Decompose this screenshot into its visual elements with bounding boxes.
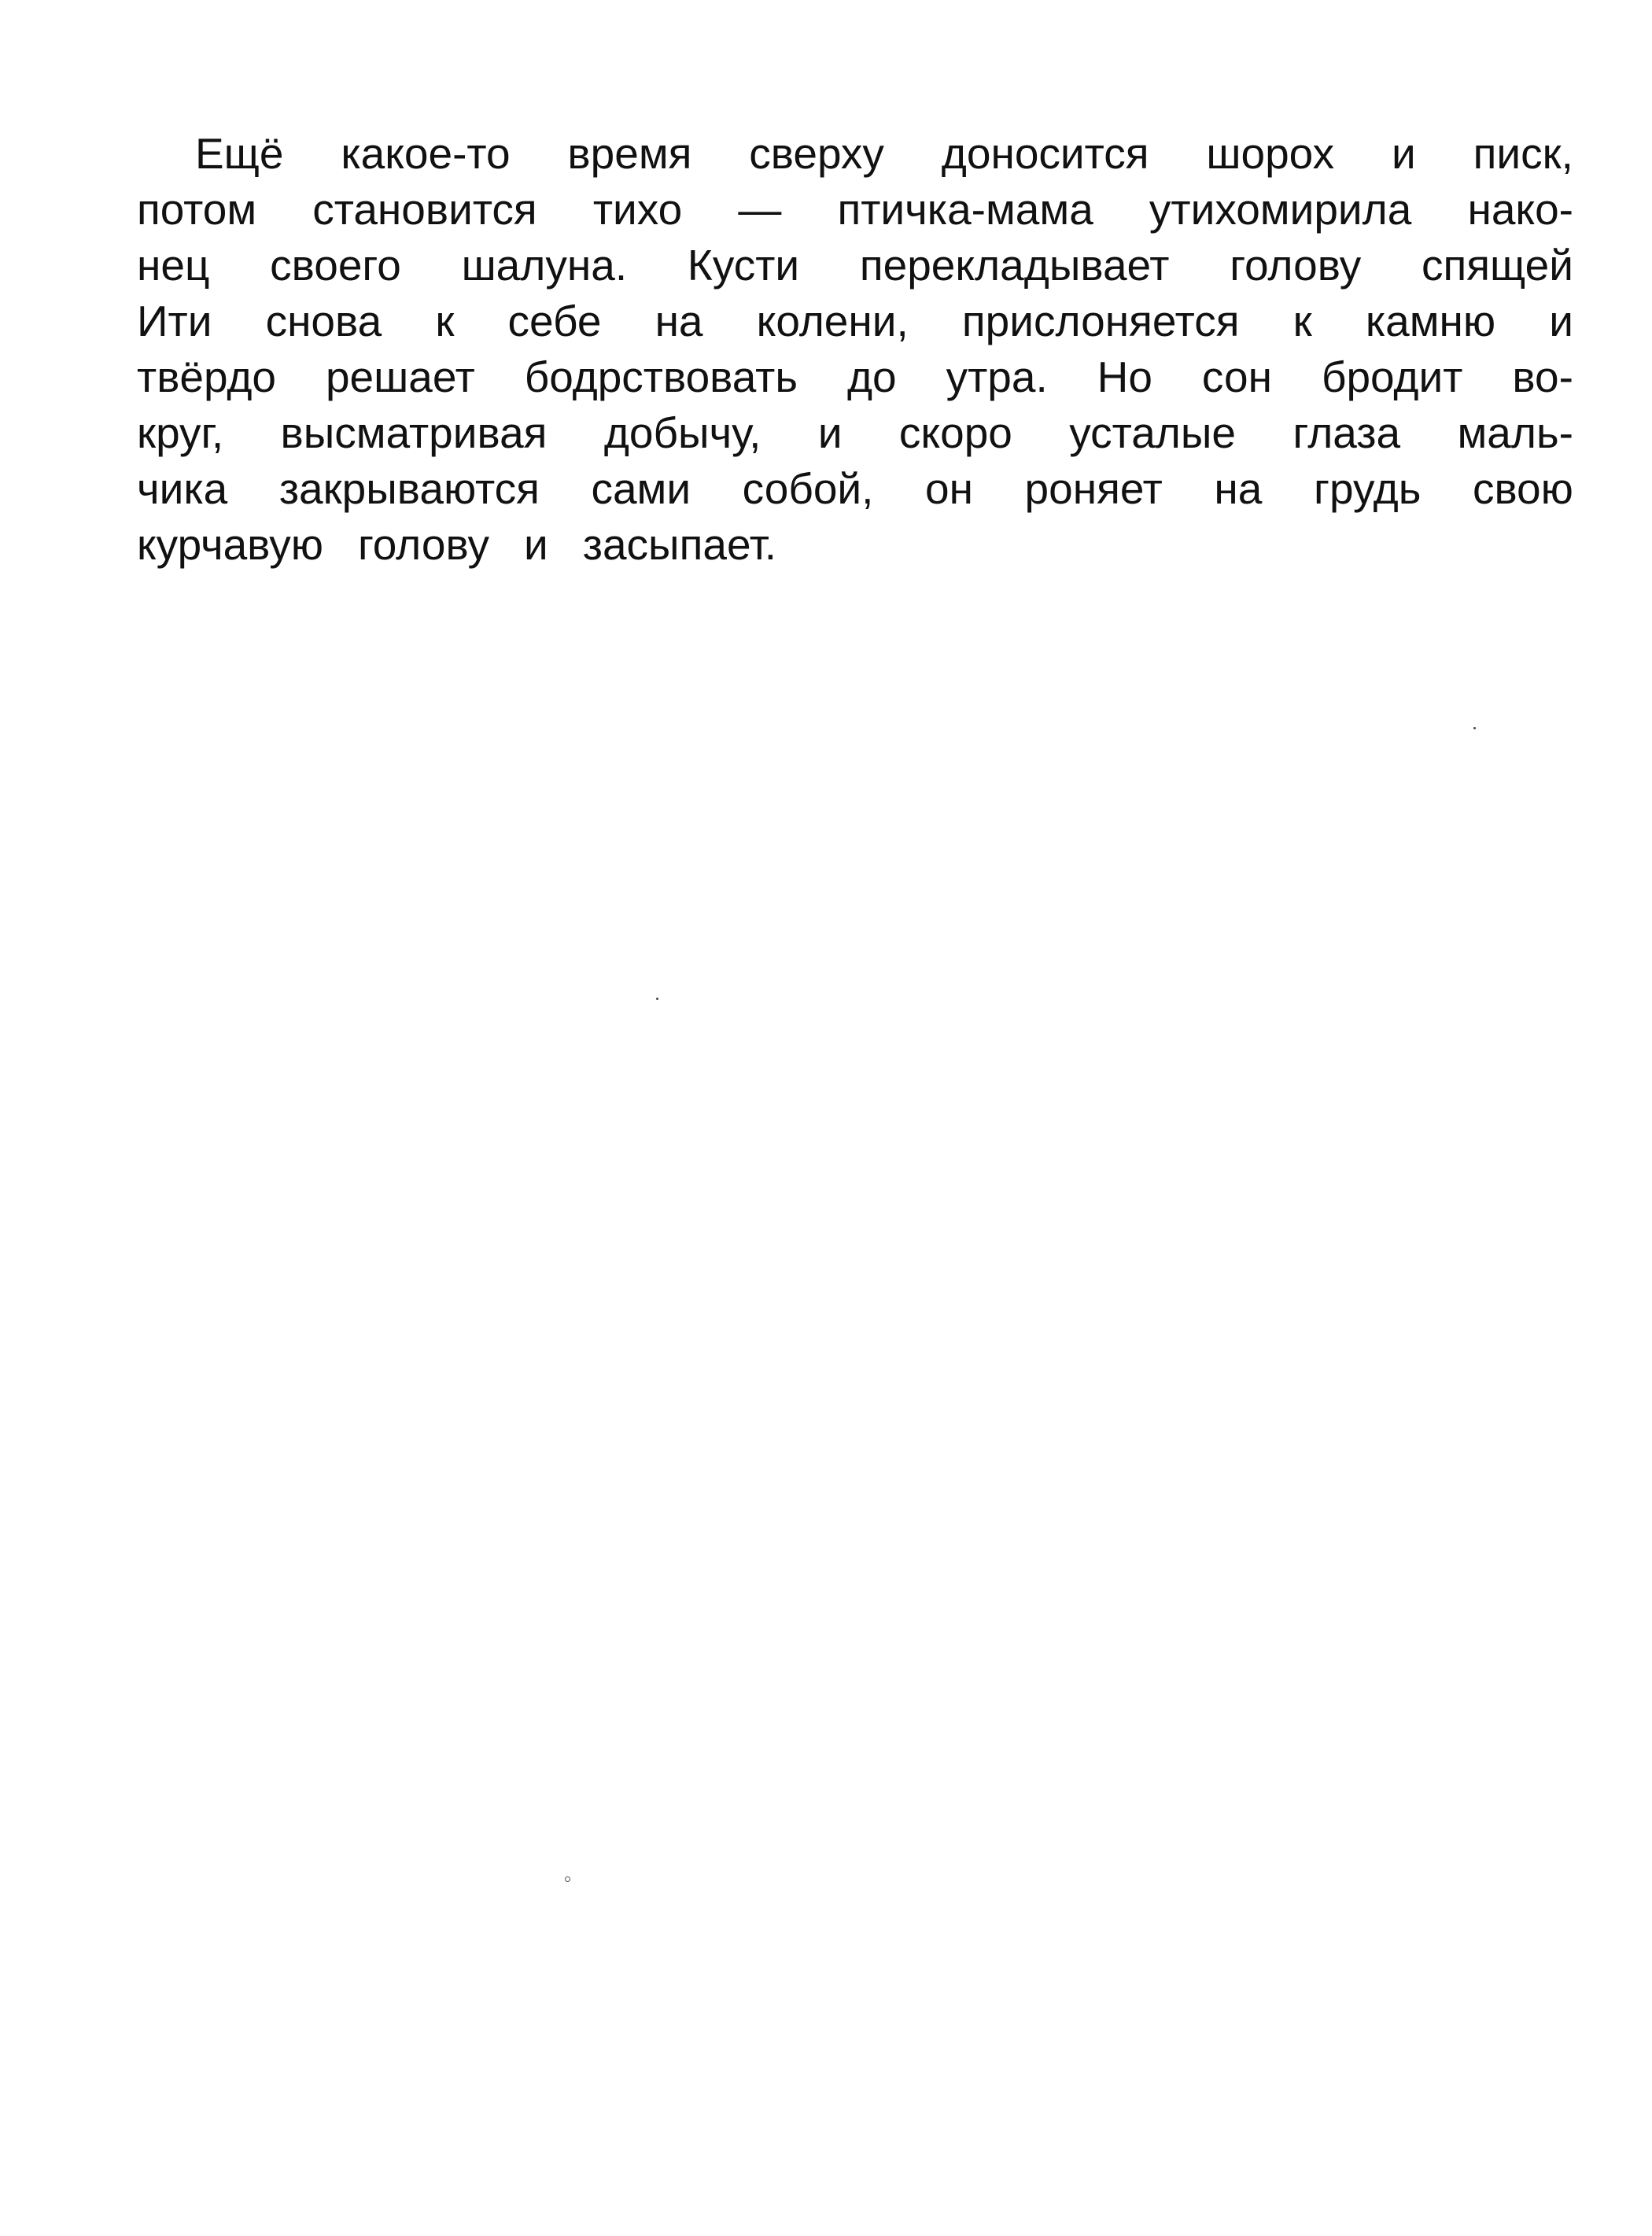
word: нако- <box>1467 185 1573 234</box>
word: свою <box>1472 464 1573 513</box>
word: сами <box>591 464 691 513</box>
word: решает <box>325 352 475 401</box>
word: снова <box>265 297 382 345</box>
text-line <box>137 517 1573 573</box>
body-paragraph <box>137 126 1573 573</box>
text-line <box>137 293 1573 349</box>
text-line <box>137 405 1573 461</box>
word: усталые <box>1069 408 1236 457</box>
text-line <box>137 182 1573 238</box>
word: Ити <box>137 297 212 345</box>
word: Ещё <box>195 129 284 178</box>
word: бодрствовать <box>524 352 798 401</box>
word: твёрдо <box>137 352 277 401</box>
word: чика <box>137 464 228 513</box>
word: шорох <box>1206 129 1335 178</box>
word: утихомирила <box>1149 185 1412 234</box>
word: круг, <box>137 408 224 457</box>
word: добычу, <box>603 408 761 457</box>
text-line <box>137 126 1573 182</box>
text-line <box>137 349 1573 405</box>
word: камню <box>1365 297 1496 345</box>
word: писк, <box>1473 129 1573 178</box>
word: во- <box>1512 352 1573 401</box>
word: сон <box>1201 352 1273 401</box>
word: он <box>925 464 973 513</box>
scan-speck <box>656 998 658 1000</box>
word: какое-то <box>341 129 511 178</box>
word: птичка-мама <box>837 185 1093 234</box>
word: на <box>1214 464 1263 513</box>
word: время <box>567 129 692 178</box>
word: становится <box>312 185 537 234</box>
word: и <box>524 520 548 569</box>
word: голову <box>357 520 489 569</box>
word: сверху <box>749 129 884 178</box>
word: скоро <box>898 408 1012 457</box>
word: на <box>655 297 703 345</box>
word: засыпает. <box>582 520 777 569</box>
word: голову <box>1230 241 1362 290</box>
word: перекладывает <box>859 241 1170 290</box>
word: утра. <box>946 352 1048 401</box>
word: курчавую <box>137 520 323 569</box>
word: — <box>738 185 782 234</box>
word: грудь <box>1313 464 1422 513</box>
word: и <box>817 408 843 457</box>
word: своего <box>270 241 401 290</box>
word: тихо <box>592 185 683 234</box>
scan-speck <box>1473 727 1476 729</box>
word: шалуна. <box>461 241 628 290</box>
word: себе <box>507 297 602 345</box>
word: высматривая <box>280 408 548 457</box>
word: доносится <box>941 129 1149 178</box>
word: нец <box>137 241 210 290</box>
word: маль- <box>1457 408 1573 457</box>
word: и <box>1549 297 1573 345</box>
word: собой, <box>742 464 874 513</box>
scan-speck <box>565 1876 570 1882</box>
word: закрываются <box>278 464 540 513</box>
word: глаза <box>1292 408 1401 457</box>
word: Кусти <box>687 241 800 290</box>
word: и <box>1391 129 1416 178</box>
text-line <box>137 461 1573 517</box>
word: роняет <box>1024 464 1163 513</box>
word: к <box>1292 297 1312 345</box>
word: прислоняется <box>961 297 1240 345</box>
word: спящей <box>1421 241 1573 290</box>
text-line <box>137 238 1573 293</box>
word: Но <box>1097 352 1152 401</box>
word: колени, <box>756 297 909 345</box>
word: бродит <box>1321 352 1463 401</box>
word: до <box>846 352 897 401</box>
word: к <box>435 297 455 345</box>
word: потом <box>137 185 257 234</box>
